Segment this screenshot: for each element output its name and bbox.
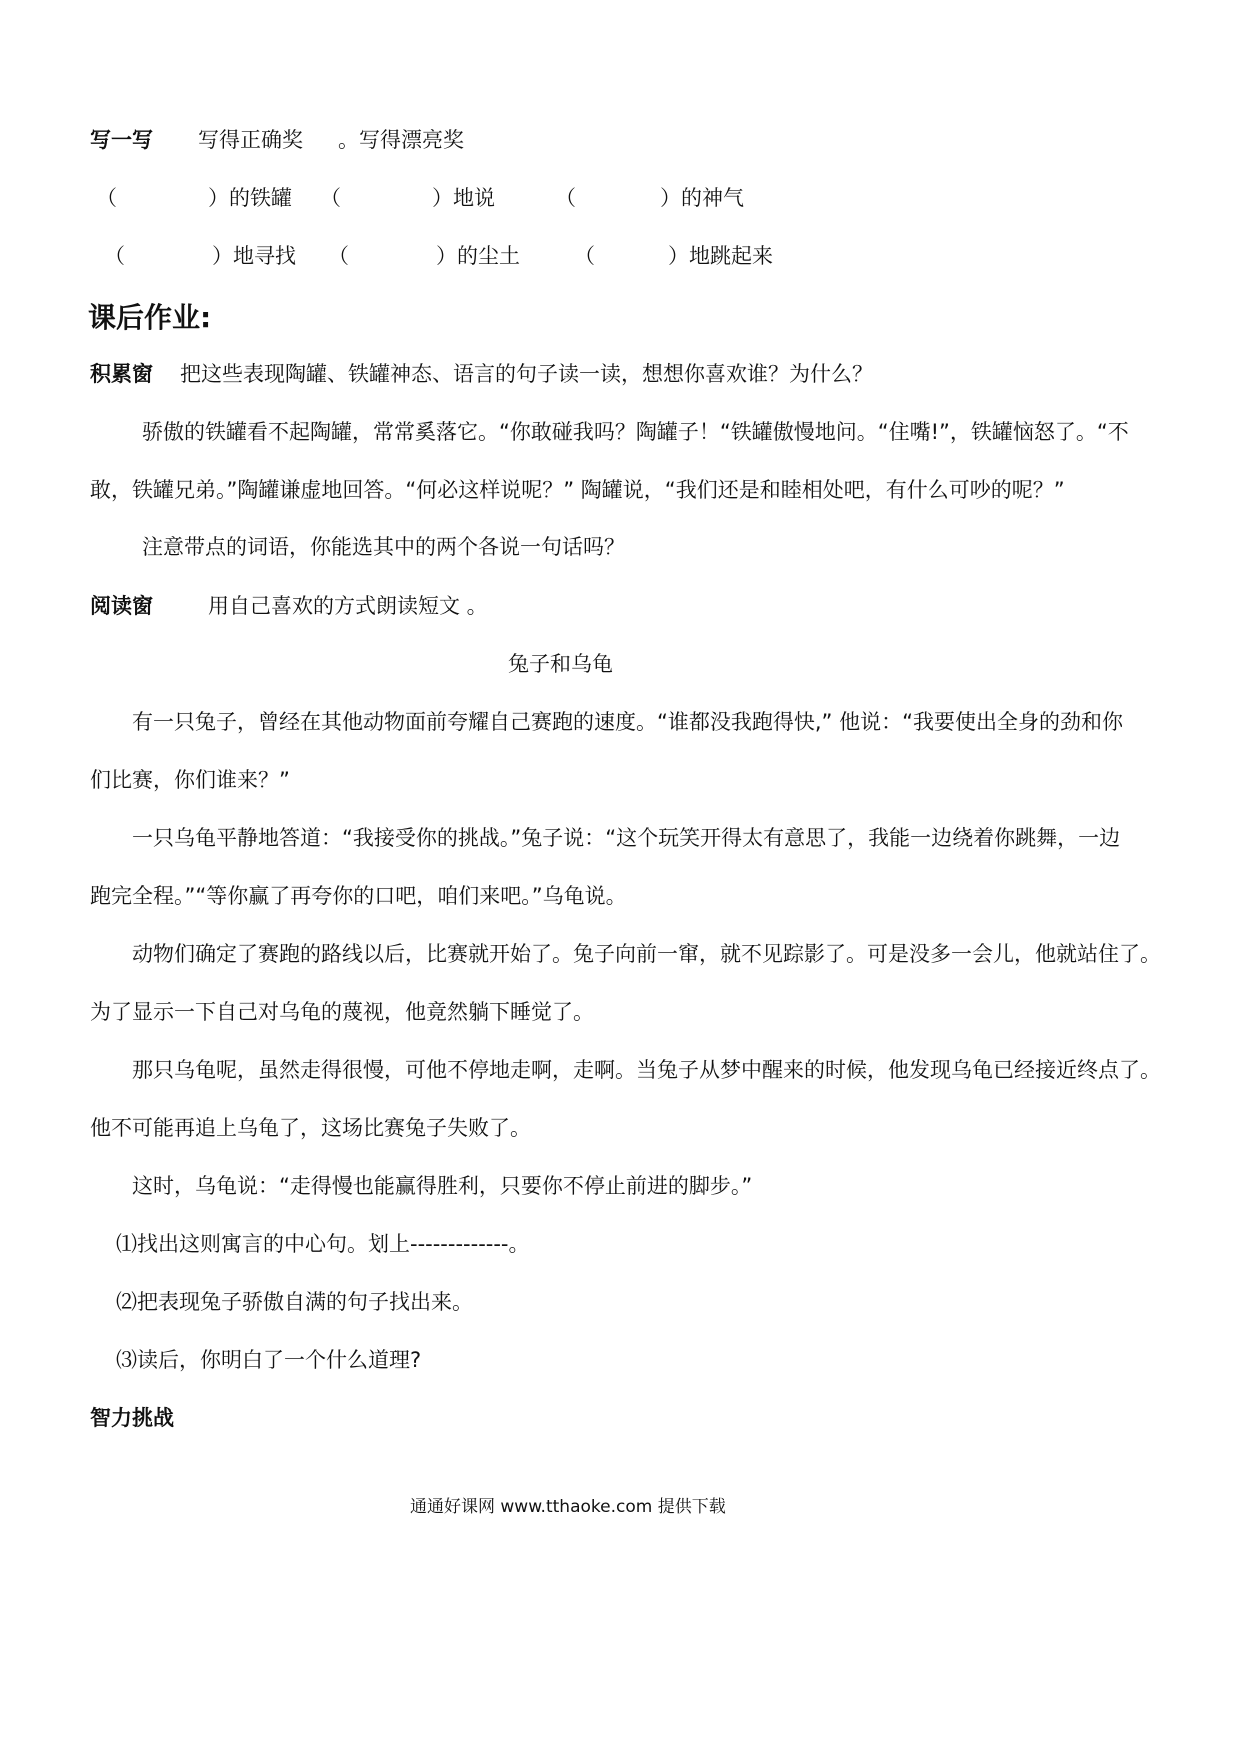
accumulate-note: 注意带点的词语，你能选其中的两个各说一句话吗？ — [142, 535, 625, 559]
story-line: 这时，乌龟说：“走得慢也能赢得胜利，只要你不停止前进的脚步。” — [132, 1174, 753, 1198]
blank-suffix: ）地跳起来 — [668, 244, 773, 268]
story-line: 跑完全程。”“等你赢了再夸你的口吧，咱们来吧。”乌龟说。 — [90, 884, 627, 908]
question-3: ⑶读后，你明白了一个什么道理? — [116, 1348, 422, 1372]
open-paren: （ — [320, 186, 341, 210]
story-line: 那只乌龟呢，虽然走得很慢，可他不停地走啊，走啊。当兔子从梦中醒来的时候，他发现乌龟已经接近终点了。 — [132, 1058, 1161, 1082]
reading-label: 阅读窗 — [90, 594, 153, 618]
homework-title: 课后作业: — [88, 301, 212, 334]
story-line: 他不可能再追上乌龟了，这场比赛兔子失败了。 — [90, 1116, 531, 1140]
question-2: ⑵把表现兔子骄傲自满的句子找出来。 — [116, 1290, 473, 1314]
fill-blank-row-1 — [0, 182, 1240, 212]
open-paren: （ — [104, 244, 125, 268]
open-paren: （ — [574, 244, 595, 268]
open-paren: （ — [555, 186, 576, 210]
story-line: 有一只兔子，曾经在其他动物面前夸耀自己赛跑的速度。“谁都没我跑得快,” 他说：“我要使出全身的劲和你 — [132, 710, 1123, 734]
reading-instruction: 用自己喜欢的方式朗读短文 。 — [208, 594, 488, 618]
story-line: 一只乌龟平静地答道：“我接受你的挑战。”兔子说：“这个玩笑开得太有意思了，我能一边绕着你跳舞，一边 — [132, 826, 1121, 850]
blank-suffix: ）地寻找 — [212, 244, 296, 268]
accumulate-instruction: 把这些表现陶罐、铁罐神态、语言的句子读一读，想想你喜欢谁？为什么？ — [180, 362, 873, 386]
page-footer: 通通好课网 www.tthaoke.com 提供下载 — [410, 1497, 726, 1517]
story-title: 兔子和乌龟 — [508, 652, 613, 676]
fill-blank-row-2 — [0, 240, 1240, 270]
story-line: 们比赛，你们谁来？” — [90, 768, 290, 792]
blank-suffix: ）的神气 — [660, 186, 744, 210]
open-paren: （ — [96, 186, 117, 210]
accumulate-paragraph-line: 骄傲的铁罐看不起陶罐，常常奚落它。“你敢碰我吗？陶罐子！“铁罐傲慢地问。“住嘴!”，铁罐恼怒了。“不 — [142, 420, 1129, 444]
award-correct: 写得正确奖 — [198, 128, 303, 152]
question-1: ⑴找出这则寓言的中心句。划上-------------。 — [116, 1232, 530, 1256]
story-line: 动物们确定了赛跑的路线以后，比赛就开始了。兔子向前一窜，就不见踪影了。可是没多一会儿，他就站住了。 — [132, 942, 1161, 966]
story-line: 为了显示一下自己对乌龟的蔑视，他竟然躺下睡觉了。 — [90, 1000, 594, 1024]
write-section-label: 写一写 — [90, 128, 153, 152]
challenge-label: 智力挑战 — [90, 1406, 174, 1430]
blank-suffix: ）地说 — [432, 186, 495, 210]
award-beautiful: 。写得漂亮奖 — [338, 128, 464, 152]
accumulate-paragraph-line: 敢，铁罐兄弟。”陶罐谦虚地回答。“何必这样说呢？” 陶罐说，“我们还是和睦相处吧，有什么可吵的呢？” — [90, 478, 1065, 502]
blank-suffix: ）的尘土 — [436, 244, 520, 268]
blank-suffix: ）的铁罐 — [208, 186, 292, 210]
accumulate-label: 积累窗 — [90, 362, 153, 386]
open-paren: （ — [328, 244, 349, 268]
